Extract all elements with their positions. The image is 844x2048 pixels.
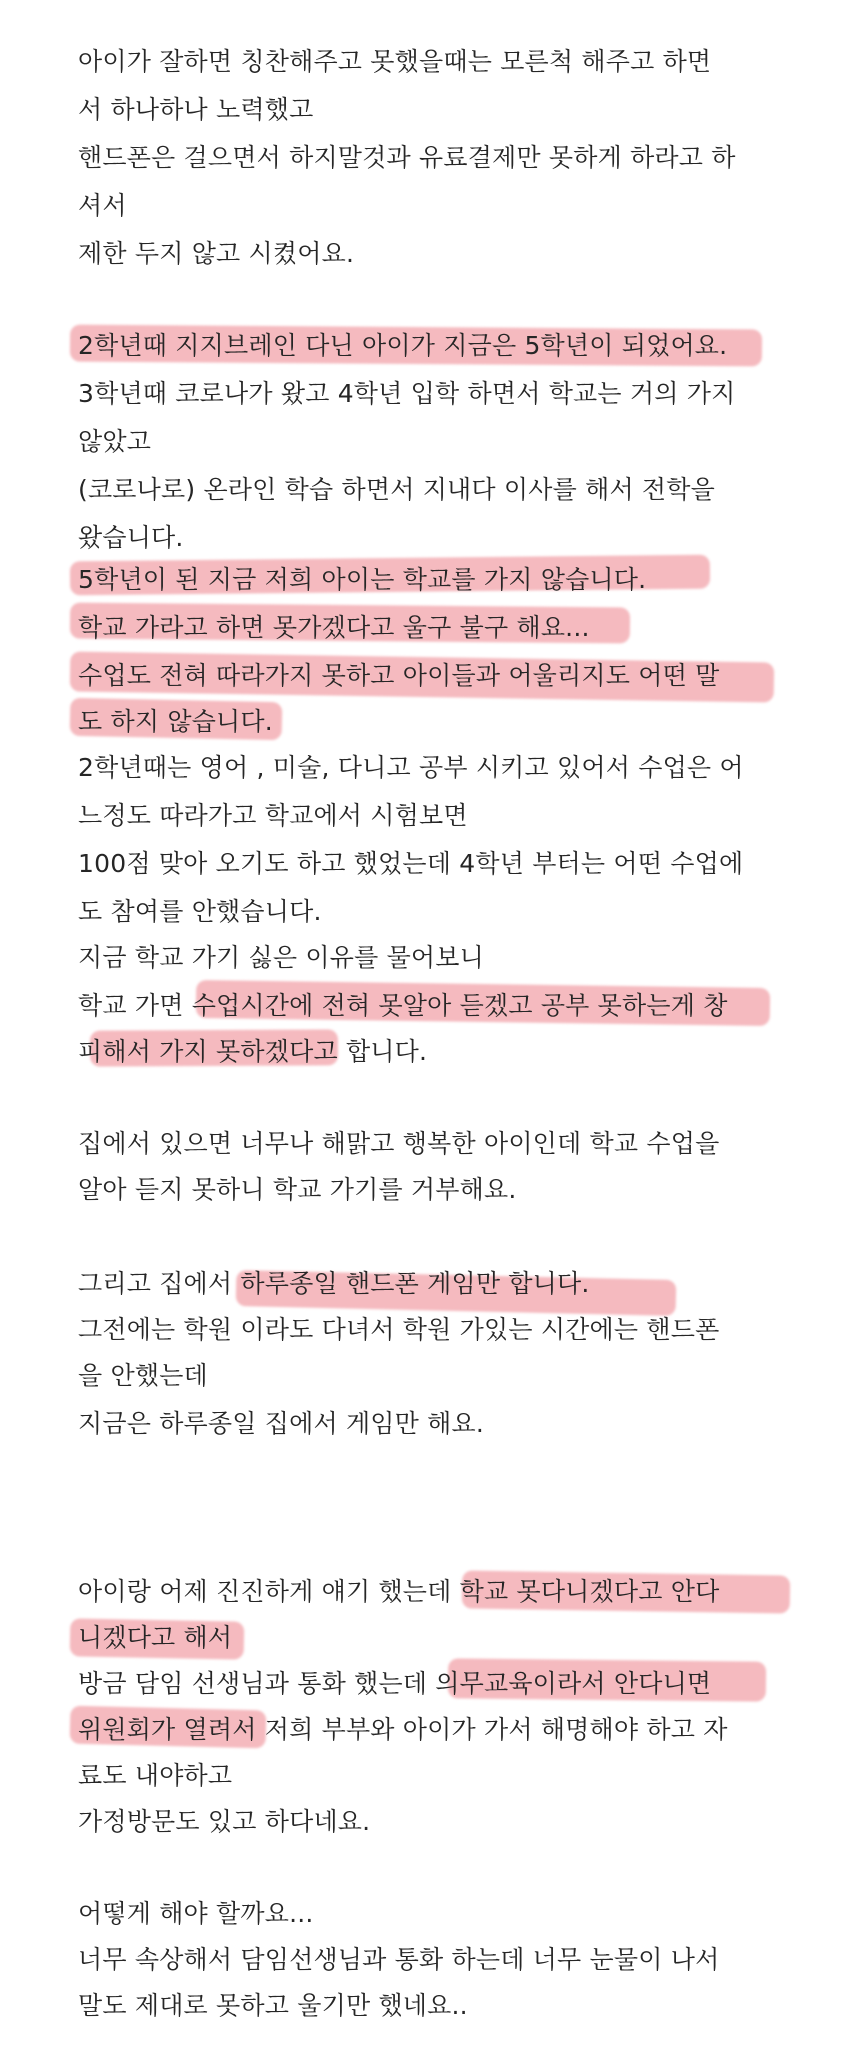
text-line: 100점 맞아 오기도 하고 했었는데 4학년 부터는 어떤 수업에 [78, 849, 744, 878]
text-line: 너무 속상해서 담임선생님과 통화 하는데 너무 눈물이 나서 [78, 1945, 720, 1974]
text-line: 피해서 가지 못하겠다고 합니다. [78, 1037, 428, 1066]
text-line: 그전에는 학원 이라도 다녀서 학원 가있는 시간에는 핸드폰 [78, 1315, 720, 1344]
text-line: 방금 담임 선생님과 통화 했는데 의무교육이라서 안다니면 [78, 1669, 712, 1698]
text-line: 3학년때 코로나가 왔고 4학년 입학 하면서 학교는 거의 가지 [78, 379, 736, 408]
text-line: 도 하지 않습니다. [78, 707, 273, 736]
text-line: 2학년때 지지브레인 다닌 아이가 지금은 5학년이 되었어요. [78, 331, 728, 360]
text-line: 어떻게 해야 할까요... [78, 1899, 314, 1928]
text-line: 5학년이 된 지금 저희 아이는 학교를 가지 않습니다. [78, 565, 647, 594]
text-line: 니겠다고 해서 [78, 1623, 233, 1652]
text-line: 아이랑 어제 진진하게 얘기 했는데 학교 못다니겠다고 안다 [78, 1577, 720, 1606]
text-line: (코로나로) 온라인 학습 하면서 지내다 이사를 해서 전학을 [78, 475, 715, 504]
text-line: 왔습니다. [78, 523, 184, 552]
text-line: 그리고 집에서 하루종일 핸드폰 게임만 합니다. [78, 1269, 590, 1298]
text-line: 을 안했는데 [78, 1361, 208, 1390]
text-line: 알아 듣지 못하니 학교 가기를 거부해요. [78, 1175, 517, 1204]
text-line: 서 하나하나 노력했고 [78, 95, 314, 124]
text-line: 2학년때는 영어 , 미술, 다니고 공부 시키고 있어서 수업은 어 [78, 753, 744, 782]
text-line: 셔서 [78, 191, 127, 220]
text-line: 아이가 잘하면 칭찬해주고 못했을때는 모른척 해주고 하면 [78, 47, 712, 76]
text-line: 수업도 전혀 따라가지 못하고 아이들과 어울리지도 어떤 말 [78, 661, 720, 690]
text-line: 제한 두지 않고 시켰어요. [78, 239, 355, 268]
text-line: 도 참여를 안했습니다. [78, 897, 322, 926]
text-line: 집에서 있으면 너무나 해맑고 행복한 아이인데 학교 수업을 [78, 1129, 720, 1158]
text-line: 느정도 따라가고 학교에서 시험보면 [78, 801, 468, 830]
text-line: 않았고 [78, 427, 152, 456]
text-line: 가정방문도 있고 하다네요. [78, 1807, 371, 1836]
text-line: 료도 내야하고 [78, 1761, 233, 1790]
text-line: 핸드폰은 걸으면서 하지말것과 유료결제만 못하게 하라고 하 [78, 143, 736, 172]
text-line: 위원회가 열려서 저희 부부와 아이가 가서 해명해야 하고 자 [78, 1715, 728, 1744]
text-line: 말도 제대로 못하고 울기만 했네요.. [78, 1991, 468, 2020]
text-line: 지금은 하루종일 집에서 게임만 해요. [78, 1409, 484, 1438]
text-line: 지금 학교 가기 싫은 이유를 물어보니 [78, 943, 484, 972]
text-line: 학교 가면 수업시간에 전혀 못알아 듣겠고 공부 못하는게 창 [78, 991, 728, 1020]
text-line: 학교 가라고 하면 못가겠다고 울구 불구 해요... [78, 613, 590, 642]
